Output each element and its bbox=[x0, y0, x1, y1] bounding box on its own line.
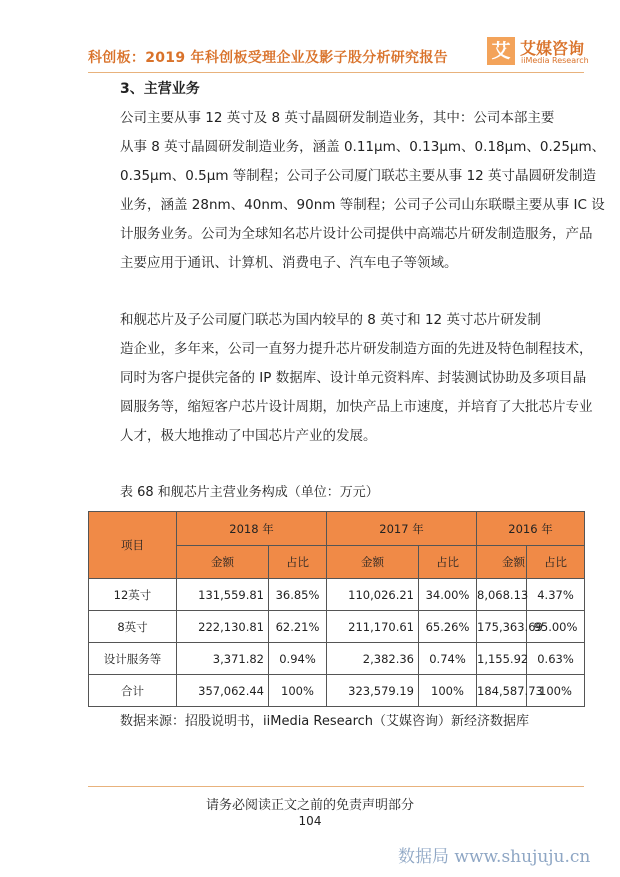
section-heading: 3、主营业务 bbox=[120, 81, 200, 97]
cell-value: 0.94% bbox=[269, 643, 327, 675]
paragraph-line: 和舰芯片及子公司厦门联芯为国内较早的 8 英寸和 12 英寸芯片研发制 bbox=[120, 312, 541, 328]
cell-value: 4.37% bbox=[527, 579, 585, 611]
row-label: 8英寸 bbox=[89, 611, 177, 643]
cell-value: 0.63% bbox=[527, 643, 585, 675]
cell-value: 65.26% bbox=[419, 611, 477, 643]
cell-value: 8,068.13 bbox=[477, 579, 527, 611]
disclaimer-notice: 请务必阅读正文之前的免责声明部分 bbox=[205, 798, 414, 813]
iimedia-logo bbox=[487, 37, 587, 69]
business-composition-table bbox=[88, 511, 585, 707]
cell-value: 222,130.81 bbox=[177, 611, 269, 643]
cell-value: 100% bbox=[419, 675, 477, 707]
year-header-2017: 2017 年 bbox=[327, 512, 477, 546]
paragraph-line: 公司主要从事 12 英寸及 8 英寸晶圆研发制造业务，其中：公司本部主要 bbox=[120, 110, 555, 126]
paragraph-line: 业务，涵盖 28nm、40nm、90nm 等制程；公司子公司山东联暻主要从事 IC 设 bbox=[120, 197, 605, 213]
cell-value: 131,559.81 bbox=[177, 579, 269, 611]
paragraph-line: 主要应用于通讯、计算机、消费电子、汽车电子等领域。 bbox=[120, 255, 458, 271]
logo-chinese-name: 艾媒咨询 bbox=[520, 39, 585, 58]
ratio-header: 占比 bbox=[269, 546, 327, 579]
table-row bbox=[89, 579, 585, 611]
cell-value: 34.00% bbox=[419, 579, 477, 611]
cell-value: 1,155.92 bbox=[477, 643, 527, 675]
paragraph-line: 圆服务等，缩短客户芯片设计周期，加快产品上市速度，并培育了大批芯片专业 bbox=[120, 399, 593, 415]
paragraph-line: 计服务业务。公司为全球知名芯片设计公司提供中高端芯片研发制造服务，产品 bbox=[120, 226, 593, 242]
header-divider bbox=[88, 72, 584, 73]
paragraph-company-history bbox=[120, 306, 593, 451]
paragraph-line: 同时为客户提供完备的 IP 数据库、设计单元资料库、封装测试协助及多项目晶 bbox=[120, 370, 587, 386]
site-watermark: 数据局 www.shujuju.cn bbox=[398, 847, 591, 867]
logo-english-name: iiMedia Research bbox=[521, 56, 589, 65]
cell-value: 110,026.21 bbox=[327, 579, 419, 611]
cell-value: 323,579.19 bbox=[327, 675, 419, 707]
row-label: 设计服务等 bbox=[89, 643, 177, 675]
cell-value: 100% bbox=[269, 675, 327, 707]
data-source-note: 数据来源：招股说明书，iiMedia Research（艾媒咨询）新经济数据库 bbox=[120, 714, 530, 729]
row-label: 12英寸 bbox=[89, 579, 177, 611]
amount-header: 金额 bbox=[477, 546, 527, 579]
paragraph-line: 人才，极大地推动了中国芯片产业的发展。 bbox=[120, 428, 377, 444]
paragraph-line: 从事 8 英寸晶圆研发制造业务，涵盖 0.11μm、0.13μm、0.18μm、0.25μm、 bbox=[120, 139, 606, 155]
cell-value: 357,062.44 bbox=[177, 675, 269, 707]
year-header-2018: 2018 年 bbox=[177, 512, 327, 546]
paragraph-main-business bbox=[120, 104, 606, 278]
cell-value: 211,170.61 bbox=[327, 611, 419, 643]
ratio-header: 占比 bbox=[527, 546, 585, 579]
footer-divider bbox=[88, 786, 584, 787]
amount-header: 金额 bbox=[327, 546, 419, 579]
table-row bbox=[89, 611, 585, 643]
cell-value: 184,587.73 bbox=[477, 675, 527, 707]
cell-value: 0.74% bbox=[419, 643, 477, 675]
cell-value: 36.85% bbox=[269, 579, 327, 611]
row-label: 合计 bbox=[89, 675, 177, 707]
amount-header: 金额 bbox=[177, 546, 269, 579]
year-header-2016: 2016 年 bbox=[477, 512, 585, 546]
logo-mark-icon: 艾 bbox=[487, 37, 515, 65]
cell-value: 2,382.36 bbox=[327, 643, 419, 675]
page-number: 104 bbox=[298, 814, 322, 828]
cell-value: 62.21% bbox=[269, 611, 327, 643]
paragraph-line: 造企业，多年来，公司一直努力提升芯片研发制造方面的先进及特色制程技术， bbox=[120, 341, 593, 357]
cell-value: 100% bbox=[527, 675, 585, 707]
report-title: 科创板：2019 年科创板受理企业及影子股分析研究报告 bbox=[88, 50, 448, 66]
cell-value: 3,371.82 bbox=[177, 643, 269, 675]
cell-value: 95.00% bbox=[527, 611, 585, 643]
ratio-header: 占比 bbox=[419, 546, 477, 579]
item-column-header: 项目 bbox=[89, 512, 177, 579]
table-row bbox=[89, 643, 585, 675]
cell-value: 175,363.69 bbox=[477, 611, 527, 643]
paragraph-line: 0.35μm、0.5μm 等制程；公司子公司厦门联芯主要从事 12 英寸晶圆研发制造 bbox=[120, 168, 597, 184]
table-row bbox=[89, 675, 585, 707]
table-caption: 表 68 和舰芯片主营业务构成（单位：万元） bbox=[120, 485, 379, 500]
